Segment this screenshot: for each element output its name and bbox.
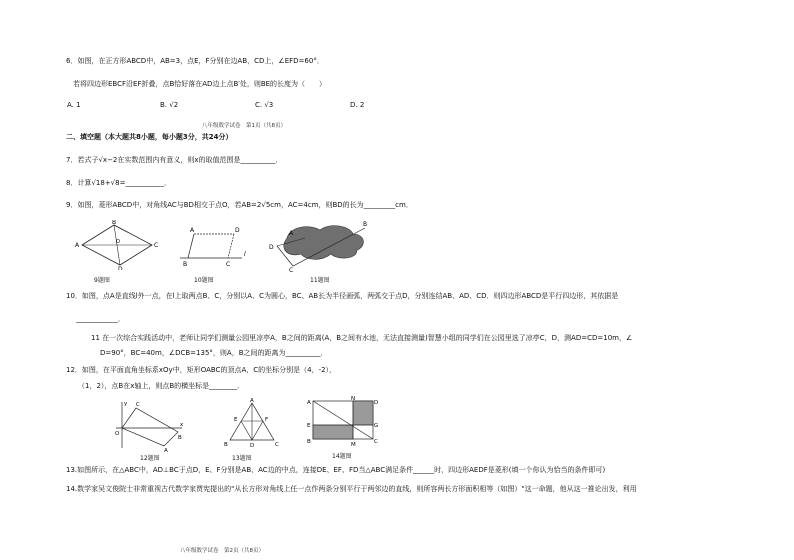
f12-label-x: x xyxy=(180,422,184,428)
f9-label-a: A xyxy=(75,242,80,249)
caption-fig9: 9题图 xyxy=(94,277,110,284)
figure-12-coordinate-rectangle xyxy=(112,398,187,453)
figure-14-rectangle xyxy=(305,396,380,451)
q10-line1: 10．如图，点A是直线l外一点，在l上取两点B、C，分别以A、C为圆心，BC、AB长为半径画弧，两弧交于点D，分别连结AB、AD、CD．则四边形ABCD是平行四边形，其依据是 xyxy=(66,292,619,300)
caption-fig10: 10题图 xyxy=(194,277,214,284)
f14-label-n: N xyxy=(351,396,356,402)
caption-fig13: 13题图 xyxy=(232,455,252,462)
figure-9-rhombus xyxy=(72,220,162,270)
f12-label-b: B xyxy=(178,435,182,441)
f13-label-d: D xyxy=(250,443,255,448)
footer-page2: 八年级数学试卷 第2页（共8页） xyxy=(180,548,264,554)
f10-label-a: A xyxy=(190,227,195,234)
f13-label-e: E xyxy=(234,417,238,423)
f10-label-b: B xyxy=(183,261,188,267)
f9-label-d: D xyxy=(118,266,123,270)
f13-label-f: F xyxy=(265,417,269,423)
f12-label-o: O xyxy=(115,431,120,437)
f14-label-g: G xyxy=(374,423,379,429)
f12-label-a: A xyxy=(164,448,168,453)
f10-label-c: C xyxy=(226,261,231,267)
q11-line2: D=90°，BC=40m，∠DCB=135°，则A，B之间的距离为__________． xyxy=(100,349,328,357)
f14-label-c: C xyxy=(374,439,378,445)
f13-label-c: C xyxy=(275,442,279,448)
caption-fig14: 14题图 xyxy=(332,453,352,460)
f9-label-b: B xyxy=(112,220,117,226)
f10-label-d: D xyxy=(235,227,240,234)
f14-label-e: E xyxy=(307,423,311,429)
q13: 13.如图所示，在△ABC中，AD⊥BC于点D，E、F分别是AB、AC边的中点，连接DE、EF、FD当△ABC满足条件______时，四边形AEDF是菱形(填一个你认为恰当的条件即可) xyxy=(66,466,606,474)
q6-line2: 若将四边形EBCF沿EF折叠，点B恰好落在AD边上点B′处，则BE的长度为（ ） xyxy=(73,80,327,88)
footer-page1: 八年级数学试卷 第1页（共8页） xyxy=(202,123,286,129)
q12-line2: （1，2），点B在x轴上，则点B的横坐标是________． xyxy=(78,382,245,390)
caption-fig12: 12题图 xyxy=(140,455,160,462)
q6-option-b: B. √2 xyxy=(160,101,179,109)
f11-label-d: D xyxy=(269,244,274,251)
q7: 7．若式子√x−2在实数范围内有意义，则x的取值范围是__________． xyxy=(66,156,283,164)
caption-fig11: 11题图 xyxy=(310,277,330,284)
figure-10-parallelogram xyxy=(180,222,250,267)
figure-13-triangle xyxy=(222,398,282,448)
f11-label-a: A xyxy=(289,230,294,237)
f12-label-y: y xyxy=(124,401,128,407)
q8: 8．计算√18+√8=___________． xyxy=(66,179,171,187)
q6-line1: 6．如图，在正方形ABCD中，AB=3，点E，F分别在边AB，CD上，∠EFD=60°． xyxy=(66,57,324,65)
f14-label-d: D xyxy=(374,400,379,406)
q12-line1: 12．如图，在平面直角坐标系xOy中，矩形OABC的顶点A，C的坐标分别是（4，-2）， xyxy=(66,366,337,374)
figure-11-pond xyxy=(265,218,380,273)
q10-line2: ____________． xyxy=(76,315,125,323)
q6-option-a: A. 1 xyxy=(67,101,81,109)
f9-label-c: C xyxy=(154,242,159,249)
f11-label-b: B xyxy=(363,221,368,228)
q9: 9．如图，菱形ABCD中，对角线AC与BD相交于点O，若AB=2√5cm，AC=4cm，则BD的长为_________cm． xyxy=(66,201,413,209)
q14: 14.数学家吴文俊院士非常重视古代数学家贾宪提出的"从长方形对角线上任一点作两条分别平行于两邻边的直线，则所容两长方形面积相等（如图）"这一命题，他从这一推论出发，利用 xyxy=(66,485,637,493)
f12-label-c: C xyxy=(136,402,140,408)
q6-option-c: C. √3 xyxy=(255,101,274,109)
q6-option-d: D. 2 xyxy=(350,101,365,109)
f13-label-a: A xyxy=(250,398,254,404)
f11-label-c: C xyxy=(289,267,294,273)
q11-line1: 11 在一次综合实践活动中，老师让同学们测量公园里凉亭A，B之间的距离(A，B之间有水池，无法直接测量)智慧小组的同学们在公园里选了凉亭C，D，测AD=CD=10m，∠ xyxy=(91,334,633,342)
f14-label-a: A xyxy=(307,400,311,406)
section2-title: 二、填空题（本大题共8小题，每小题3分，共24分） xyxy=(66,133,233,141)
f10-label-l: l xyxy=(244,251,246,258)
f9-label-o: O xyxy=(116,239,120,245)
f14-label-b: B xyxy=(307,439,311,445)
f14-label-m: M xyxy=(351,442,356,448)
f13-label-b: B xyxy=(224,442,228,448)
